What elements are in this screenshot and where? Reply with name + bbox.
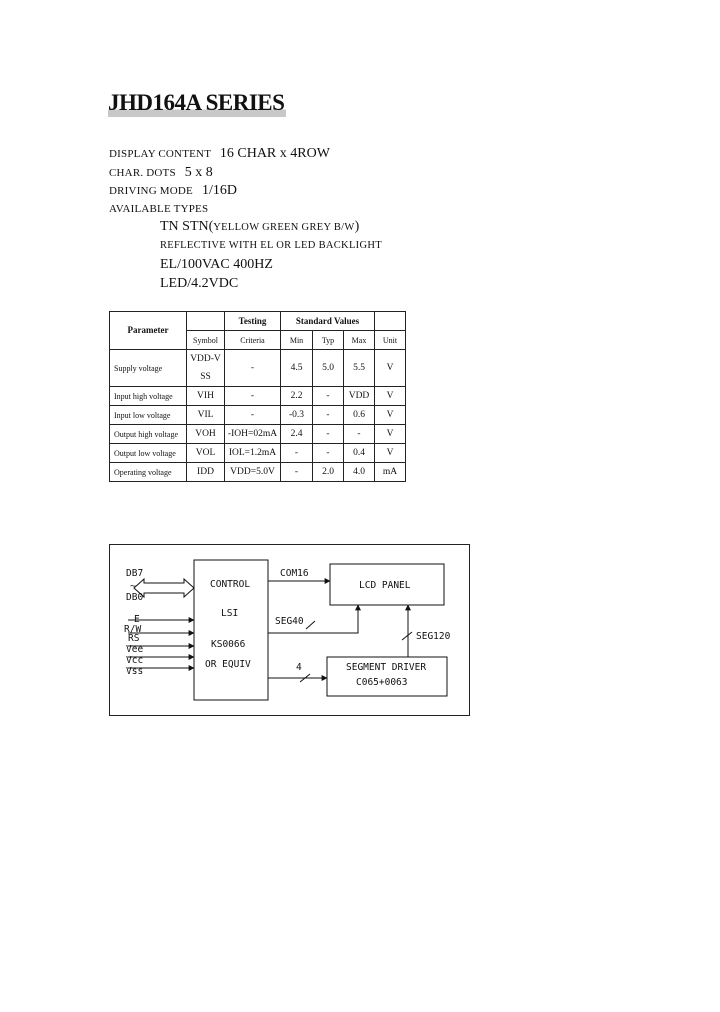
spec-value: 5 x 8 <box>184 165 213 180</box>
spec-label: DRIVING MODE <box>109 185 193 197</box>
table-row <box>110 387 406 406</box>
cell-max: 0.6 <box>344 406 375 425</box>
spec-value: 16 CHAR x 4ROW <box>219 146 330 161</box>
cell-unit: V <box>375 444 406 463</box>
label-lcd-panel: LCD PANEL <box>359 580 411 591</box>
block-diagram <box>109 544 470 716</box>
header-standard-values: Standard Values <box>281 312 375 331</box>
header-unit-top <box>375 312 406 331</box>
cell-parameter: Operating voltage <box>110 463 187 482</box>
cell-typ: - <box>313 444 344 463</box>
cell-min: 4.5 <box>281 350 313 387</box>
cell-typ: 5.0 <box>313 350 344 387</box>
controller-label-4: OR EQUIV <box>205 659 251 670</box>
cell-parameter: Output low voltage <box>110 444 187 463</box>
label-seg120: SEG120 <box>416 631 451 642</box>
cell-max: 5.5 <box>344 350 375 387</box>
cell-criteria: - <box>225 387 281 406</box>
cell-symbol: VOH <box>187 425 225 444</box>
seg40-bus-slash <box>306 621 315 629</box>
electrical-characteristics-table <box>109 311 406 482</box>
label-e: E <box>134 614 140 625</box>
segment-driver-label-2: C065+0063 <box>356 677 408 688</box>
table-row <box>110 350 406 387</box>
header-typ: Typ <box>313 331 344 350</box>
table-row <box>110 444 406 463</box>
types-line-4: LED/4.2VDC <box>160 276 239 291</box>
types-line-1: TN STN(YELLOW GREEN GREY B/W) <box>160 219 360 234</box>
header-symbol: Symbol <box>187 331 225 350</box>
cell-criteria: VDD=5.0V <box>225 463 281 482</box>
controller-label-3: KS0066 <box>211 639 246 650</box>
table-row <box>110 463 406 482</box>
header-symbol-top <box>187 312 225 331</box>
cell-parameter: Input high voltage <box>110 387 187 406</box>
cell-max: - <box>344 425 375 444</box>
label-seg40: SEG40 <box>275 616 304 627</box>
cell-min: 2.4 <box>281 425 313 444</box>
cell-symbol: VDD-V SS <box>187 350 225 387</box>
cell-max: 4.0 <box>344 463 375 482</box>
cell-criteria: IOL=1.2mA <box>225 444 281 463</box>
cell-typ: 2.0 <box>313 463 344 482</box>
label-tilde: ~ <box>130 581 136 592</box>
label-rw: R/W <box>124 624 142 635</box>
cell-symbol: VOL <box>187 444 225 463</box>
cell-unit: mA <box>375 463 406 482</box>
cell-typ: - <box>313 425 344 444</box>
page-title: JHD164A SERIES <box>108 90 285 115</box>
cell-criteria: - <box>225 350 281 387</box>
label-bus4: 4 <box>296 662 302 673</box>
header-criteria: Criteria <box>225 331 281 350</box>
header-min: Min <box>281 331 313 350</box>
table-row <box>110 425 406 444</box>
spec-available-types <box>109 203 208 215</box>
label-db7: DB7 <box>126 568 144 579</box>
spec-value: 1/16D <box>201 183 237 198</box>
spec-char-dots <box>109 165 213 181</box>
table-header-row <box>110 312 406 331</box>
label-rs: RS <box>128 633 140 644</box>
label-vss: Vss <box>126 666 144 677</box>
header-parameter: Parameter <box>110 312 187 350</box>
table-crop-edge <box>100 482 420 496</box>
cell-typ: - <box>313 406 344 425</box>
cell-symbol: VIH <box>187 387 225 406</box>
spec-label: DISPLAY CONTENT <box>109 148 211 160</box>
controller-label-1: CONTROL <box>210 579 251 590</box>
cell-unit: V <box>375 406 406 425</box>
cell-min: - <box>281 444 313 463</box>
segment-driver-label-1: SEGMENT DRIVER <box>346 662 427 673</box>
label-com16: COM16 <box>280 568 309 579</box>
types-line-2: REFLECTIVE WITH EL OR LED BACKLIGHT <box>160 240 382 251</box>
cell-parameter: Input low voltage <box>110 406 187 425</box>
spec-display-content <box>109 146 330 162</box>
table-row <box>110 406 406 425</box>
cell-criteria: - <box>225 406 281 425</box>
cell-unit: V <box>375 425 406 444</box>
spec-driving-mode <box>109 183 237 199</box>
cell-unit: V <box>375 350 406 387</box>
spec-label: AVAILABLE TYPES <box>109 203 209 215</box>
cell-min: - <box>281 463 313 482</box>
label-vcc: Vcc <box>126 655 144 666</box>
cell-max: 0.4 <box>344 444 375 463</box>
seg120-bus-slash <box>402 632 412 640</box>
label-vee: Vee <box>126 644 144 655</box>
cell-symbol: IDD <box>187 463 225 482</box>
cell-symbol: VIL <box>187 406 225 425</box>
cell-parameter: Output high voltage <box>110 425 187 444</box>
header-unit: Unit <box>375 331 406 350</box>
types-line-3: EL/100VAC 400HZ <box>160 257 273 272</box>
cell-typ: - <box>313 387 344 406</box>
label-db0: DB0 <box>126 592 144 603</box>
cell-unit: V <box>375 387 406 406</box>
spec-label: CHAR. DOTS <box>109 167 176 179</box>
cell-min: -0.3 <box>281 406 313 425</box>
controller-label-2: LSI <box>221 608 239 619</box>
cell-criteria: -IOH=02mA <box>225 425 281 444</box>
cell-max: VDD <box>344 387 375 406</box>
header-testing: Testing <box>225 312 281 331</box>
cell-min: 2.2 <box>281 387 313 406</box>
cell-parameter: Supply voltage <box>110 350 187 387</box>
header-max: Max <box>344 331 375 350</box>
